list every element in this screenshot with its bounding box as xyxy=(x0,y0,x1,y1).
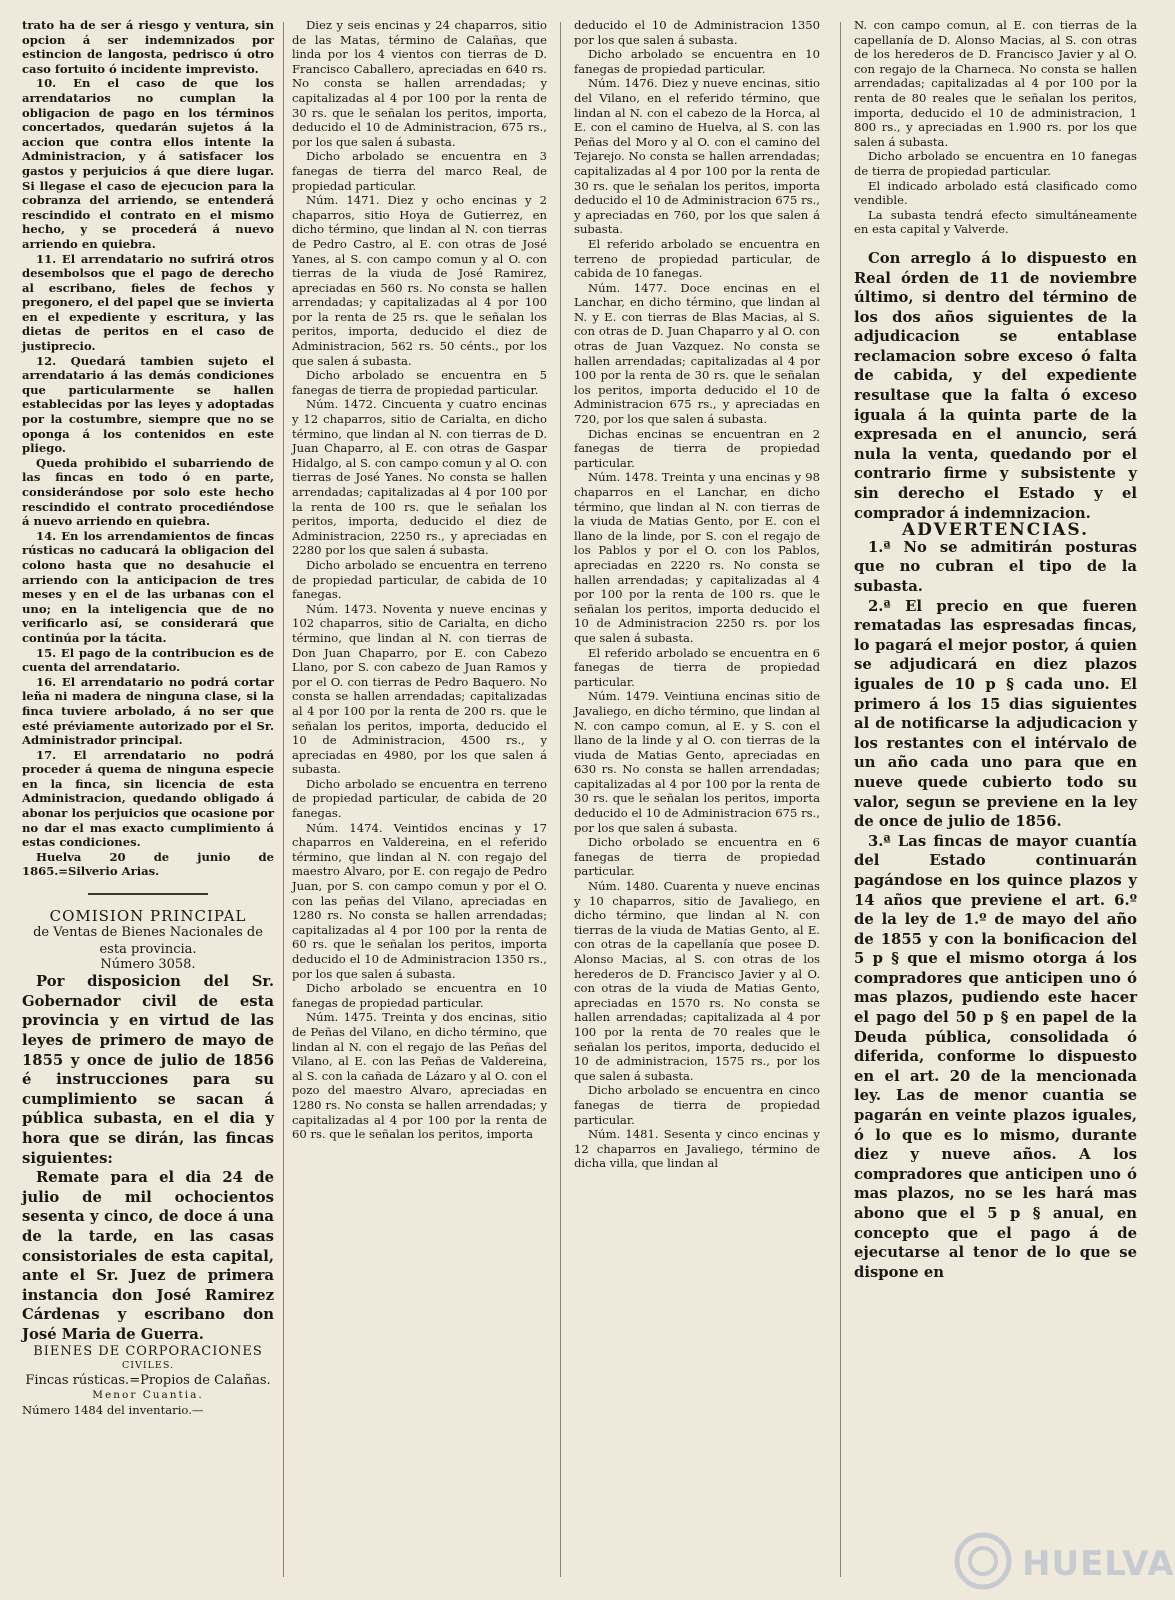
lot-entry: Núm. 1481. Sesenta y cinco encinas y 12 chaparros en Javaliego, término de dicha villa, que lindan al xyxy=(574,1127,820,1171)
lot-note: Dicho arbolado se encuentra en 10 fanegas de tierra de propiedad particular. xyxy=(854,149,1137,178)
lot-note: El referido arbolado se encuentra en 6 fanegas de tierra de propiedad particular. xyxy=(574,645,820,689)
lot-entry: N. con campo comun, al E. con tierras de la capellanía de D. Alonso Macias, al S. con otras de los herederos de D. Francisco Javier y al O. con regajo de la Charneca. No consta se hallen arrendadas; capitalizadas al 4 por 100 por la renta de 80 reales que le señalan los peritos, importa, deducido el 10 de administracion, 1 800 rs., y apreciadas en 1.900 rs. por los que salen á subasta. xyxy=(854,18,1137,149)
condition-15: 15. El pago de la contribucion es de cuenta del arrendatario. xyxy=(22,645,274,675)
column-rule xyxy=(840,22,841,1577)
lot-note: El indicado arbolado está clasificado como vendible. xyxy=(854,178,1137,208)
lot-entry: Núm. 1478. Treinta y una encinas y 98 chaparros en el Lanchar, en dicho término, que lindan al N. con tierras de la viuda de Matias Gento, por E. con el llano de la linde, por S. con el regajo de los Pablos y por el O. con los Pablos, apreciadas en 2220 rs. No consta se hallen arrendadas; y capitalizadas al 4 por 100 por la renta de 100 rs. que le señalan los peritos, importa deducido el 10 de Administracion 2250 rs. por los que salen á subasta. xyxy=(574,470,820,645)
condition-12: 12. Quedará tambien sujeto el arrendatario á las demás condiciones que particularmente se hallen establecidas por las leyes y adoptadas por la costumbre, siempre que no se oponga á los contenidos en este pliego. xyxy=(22,353,274,456)
lot-note: Dicho arbolado se encuentra en 10 fanegas de propiedad particular. xyxy=(574,47,820,76)
notice-intro: Por disposicion del Sr. Gobernador civil de esta provincia y en virtud de las leyes de primero de mayo de 1855 y once de julio de 1856 é instrucciones para su cumplimiento se sacan á pública subasta, en el dia y hora que se dirán, las fincas siguientes: xyxy=(22,973,274,1167)
lot-note: Dicho arbolado se encuentra en cinco fanegas de tierra de propiedad particular. xyxy=(574,1083,820,1127)
lot-entry: Núm. 1480. Cuarenta y nueve encinas y 10 chaparros, sitio de Javaliego, en dicho término, que lindan al N. con tierras de la viuda de Matias Gento, al E. con otras de la capellanía que posee D. Alonso Macias, al S. con otras de los herederos de D. Francisco Javier y al O. con otras de la viuda de Matias Gento, apreciadas en 1570 rs. No consta se hallen arrendadas; capitalizada al 4 por 100 por la renta de 70 reales que le señalan los peritos, importa, deducido el 10 de administracion, 1575 rs., por los que salen á subasta. xyxy=(574,879,820,1083)
lot-entry: Núm. 1477. Doce encinas en el Lanchar, en dicho término, que lindan al N. y E. con tierras de Blas Macias, al S. con otras de D. Juan Chaparro y al O. con otras de Juan Vazquez. No consta se hallen arrendadas; capitalizadas al 4 por 100 por la renta de 30 rs. que le señalan los peritos, importa deducido el 10 de Administracion 675 rs., y apreciadas en 720, por los que salen á subasta. xyxy=(574,280,820,427)
lot-note: Dicho arbolado se encuentra en 10 fanegas de propiedad particular. xyxy=(292,981,547,1010)
lot-note: Dicho arbolado se encuentra en terreno de propiedad particular, de cabida de 20 fanegas. xyxy=(292,776,547,821)
column-3 xyxy=(574,18,820,1583)
condition-10: 10. En el caso de que los arrendatarios no cumplan la obligacion de pago en los términos concertados, quedarán sujetos á la accion que contra ellos intente la Administracion, y á satisfacer los gastos y perjuicios á que diere lugar. Si llegase el caso de ejecucion para la cobranza del arriendo, se entenderá rescindido el contrato en el mismo hecho, y se procederá á nuevo arriendo en quiebra. xyxy=(22,76,274,251)
properties-heading: Fincas rústicas.=Propios de Calañas. xyxy=(25,1372,271,1388)
watermark-text: HUELVA xyxy=(1022,1544,1175,1584)
column-1 xyxy=(22,18,274,1583)
column-rule xyxy=(283,22,284,1577)
category-subheading: CIVILES. xyxy=(121,1360,175,1372)
column-rule xyxy=(560,22,561,1577)
advertencia-1: 1.ª No se admitirán posturas que no cubran el tipo de la subasta. xyxy=(854,538,1137,595)
paragraph: trato ha de ser á riesgo y ventura, sin opcion á ser indemnizados por estincion de langosta, pedrisco ú otro caso fortuito ó incidente imprevisto. xyxy=(22,18,274,76)
lot-note: Dichas encinas se encuentran en 2 fanegas de tierra de propiedad particular. xyxy=(574,426,820,470)
condition-11: 11. El arrendatario no sufrirá otros desembolsos que el pago de derecho al escribano, fieles de fechos y pregonero, el del papel que se invierta en el expediente y escritura, y las dietas de peritos en el caso de justiprecio. xyxy=(22,251,274,354)
auction-date: Remate para el dia 24 de julio de mil ochocientos sesenta y cinco, de doce á una de la tarde, en las casas consistoriales de esta capital, ante el Sr. Juez de primera instancia don José Ramirez Cárdenas y escribano don José Maria de Guerra. xyxy=(22,1169,274,1343)
value-class-heading: Menor Cuantia. xyxy=(92,1389,204,1402)
lot-note: Dicho orbolado se encuentra en 6 fanegas de tierra de propiedad particular. xyxy=(574,835,820,879)
lot-entry: Núm. 1471. Diez y ocho encinas y 2 chaparros, sitio Hoya de Gutierrez, en dicho término, que lindan al N. con tierras de Pedro Castro, al E. con otras de José Yanes, al S. con campo comun y al O. con tierras de la viuda de José Ramirez, apreciadas en 560 rs. No consta se hallen arrendadas; y capitalizadas al 4 por 100 por la renta de 25 rs. que le señalan los peritos, importa, deducido el diez de Administracion, 562 rs. 50 cénts., por los que salen á subasta. xyxy=(292,193,547,368)
condition-17: 17. El arrendatario no podrá proceder á quema de ninguna especie en la finca, sin licencia de esta Administracion, quedando obligado á abonar los perjuicios que ocasione por no dar el mas exacto cumplimiento á estas condiciones. xyxy=(22,747,274,850)
lot-note: Dicho arbolado se encuentra en terreno de propiedad particular, de cabida de 10 fanegas. xyxy=(292,557,547,602)
condition-14: 14. En los arrendamientos de fincas rústicas no caducará la obligacion del colono hasta que no desahucie el arriendo con la anticipacion de tres meses y en el de las urbanas con el uno; en la inteligencia que de no verificarlo así, se considerará que continúa por la tácita. xyxy=(22,528,274,645)
column-2 xyxy=(292,18,547,1583)
lot-note: La subasta tendrá efecto simultáneamente en esta capital y Valverde. xyxy=(854,207,1137,237)
lot-entry: Núm. 1476. Diez y nueve encinas, sitio del Vilano, en el referido término, que lindan al N. con el cabezo de la Horca, al E. con el camino de Huelva, al S. con las Peñas del Moro y al O. con el camino del Tejarejo. No consta se hallen arrendadas; capitalizadas al 4 por 100 por la renta de 30 rs. que le señalan los peritos, importa deducido el 10 de Administracion 675 rs., y apreciadas en 760, por los que salen á subasta. xyxy=(574,76,820,237)
lot-note: Dicho arbolado se encuentra en 5 fanegas de tierra de propiedad particular. xyxy=(292,368,547,397)
lot-entry: deducido el 10 de Administracion 1350 por los que salen á subasta. xyxy=(574,18,820,47)
advertencia-3: 3.ª Las fincas de mayor cuantía del Estado continuarán pagándose en los quince plazos y 14 años que previene el art. 6.º de la ley de 1.º de mayo del año de 1855 y con la bonificacion del 5 p § que el mismo otorga á los compradores que anticipen uno ó mas plazos, pudiendo este hacer el pago del 50 p § en papel de la Deuda pública, consolidada ó diferida, conforme lo dispuesto en el art. 20 de la mencionada ley. Las de menor cuantia se pagarán en veinte plazos iguales, ó lo que es lo mismo, durante diez y nueve años. A los compradores que anticipen uno ó mas plazos, no se les hará mas abono que el 5 p § anual, en concepto que el pago á de ejecutarse al tenor de lo que se dispone en xyxy=(854,832,1137,1281)
archive-watermark xyxy=(952,1530,1175,1592)
category-heading: BIENES DE CORPORACIONES xyxy=(33,1343,263,1359)
advertencia-2: 2.ª El precio en que fueren rematadas las espresadas fincas, lo pagará el mejor postor, á quien se adjudicará en diez plazos iguales de 10 p § cada uno. El primero á los 15 dias siguientes al de notificarse la adjudicacion y los restantes con el intérvalo de un año cada uno para que en nueve quede cubierto todo su valor, segun se previene en la ley de once de julio de 1856. xyxy=(854,597,1137,831)
condition-16: 16. El arrendatario no podrá cortar leña ni madera de ninguna clase, si la finca tuviere arbolado, á no ser que esté préviamente autorizado por el Sr. Administrador principal. xyxy=(22,674,274,748)
lot-note: El referido arbolado se encuentra en terreno de propiedad particular, de cabida de 10 fanegas. xyxy=(574,236,820,281)
lot-entry: Diez y seis encinas y 24 chaparros, sitio de las Matas, término de Calañas, que linda por los 4 vientos con tierras de D. Francisco Caballero, apreciadas en 640 rs. No consta se hallen arrendadas; y capitalizadas al 4 por 100 por la renta de 30 rs. que le señalan los peritos, importa, deducido el 10 de Administracion, 675 rs., por los que salen á subasta. xyxy=(292,18,547,149)
section-divider xyxy=(88,893,208,895)
lot-entry: Núm. 1479. Veintiuna encinas sitio de Javaliego, en dicho término, que lindan al N. con campo comun, al E. y S. con el llano de la linde y al O. con tierras de la viuda de Matias Gento, apreciadas en 630 rs. No consta se hallen arrendadas; capitalizadas al 4 por 100 por la renta de 30 rs. que le señalan los peritos, importa deducido el 10 de Administracion 675 rs., por los que salen á subasta. xyxy=(574,689,820,835)
archive-seal-icon xyxy=(952,1530,1014,1592)
lot-entry: Núm. 1473. Noventa y nueve encinas y 102 chaparros, sitio de Carialta, en dicho término, que lindan al N. con tierras de Don Juan Chaparro, por E. con Cabezo Llano, por S. con cabezo de Juan Ramos y por el O. con tierras de Pedro Baquero. No consta se hallen arrendadas; capitalizadas al 4 por 100 por la renta de 200 rs. que le señalan los peritos, importa, deducido el 10 de Administracion, 4500 rs., y apreciadas en 4980, por los que salen á subasta. xyxy=(292,601,547,777)
signature-line: Huelva 20 de junio de 1865.=Silverio Arias. xyxy=(22,849,274,879)
section-subheading: de Ventas de Bienes Nacionales de esta provincia. xyxy=(33,924,263,957)
legal-notice: Con arreglo á lo dispuesto en Real órden de 11 de noviembre último, si dentro del término de los dos años siguientes de la adjudicacion se entablase reclamacion sobre exceso ó falta de cabida, y del expediente resultase que la falta ó exceso iguala á la quinta parte de la expresada en el anuncio, será nula la venta, quedando por el contrario firme y subsistente y sin derecho el Estado y el comprador á indemnizacion. xyxy=(854,249,1137,522)
condition-13: Queda prohibido el subarriendo de las fincas en todo ó en parte, considerándose por solo este hecho rescindido el contrato procediéndose á nuevo arriendo en quiebra. xyxy=(22,455,274,529)
lot-note: Dicho arbolado se encuentra en 3 fanegas de tierra del marco Real, de propiedad particular. xyxy=(292,149,547,193)
column-4 xyxy=(854,18,1137,1583)
lot-entry: Núm. 1472. Cincuenta y cuatro encinas y 12 chaparros, sitio de Carialta, en dicho término, que lindan al N. con tierras de D. Juan Chaparro, al E. con otras de Gaspar Hidalgo, al S. con campo comun y al O. con tierras de José Yanes. No consta se hallen arrendadas; capitalizadas al 4 por 100 por la renta de 100 rs. que le señalan los peritos, importa, deducido el diez de Administracion, 2250 rs., y apreciadas en 2280 por los que salen á subasta. xyxy=(292,397,547,558)
advertencias-heading: ADVERTENCIAS. xyxy=(901,520,1090,541)
lot-entry: Núm. 1474. Veintidos encinas y 17 chaparros en Valdereina, en el referido término, que lindan al N. con regajo del maestro Alvaro, por E. con regajo de Pedro Juan, por S. con campo comun y por el O. con las peñas del Vilano, apreciadas en 1280 rs. No consta se hallen arrendadas; capitalizadas al 4 por 100 por la renta de 60 rs. que le señalan los peritos, importa deducido el 10 de Administracion 1350 rs., por los que salen á subasta. xyxy=(292,820,547,981)
section-heading: COMISION PRINCIPAL xyxy=(49,907,247,926)
inventory-entry: Número 1484 del inventario.— xyxy=(22,1402,204,1417)
lot-entry: Núm. 1475. Treinta y dos encinas, sitio de Peñas del Vilano, en dicho término, que lindan al N. con el regajo de las Peñas del Vilano, al E. con las Peñas de Valdereina, al S. con la cañada de Lázaro y al O. con el pozo del maestro Alvaro, apreciadas en 1280 rs. No consta se hallen arrendadas; y capitalizadas al 4 por 100 por la renta de 60 rs. que le señalan los peritos, importa xyxy=(292,1010,547,1142)
notice-number: Número 3058. xyxy=(100,956,196,972)
